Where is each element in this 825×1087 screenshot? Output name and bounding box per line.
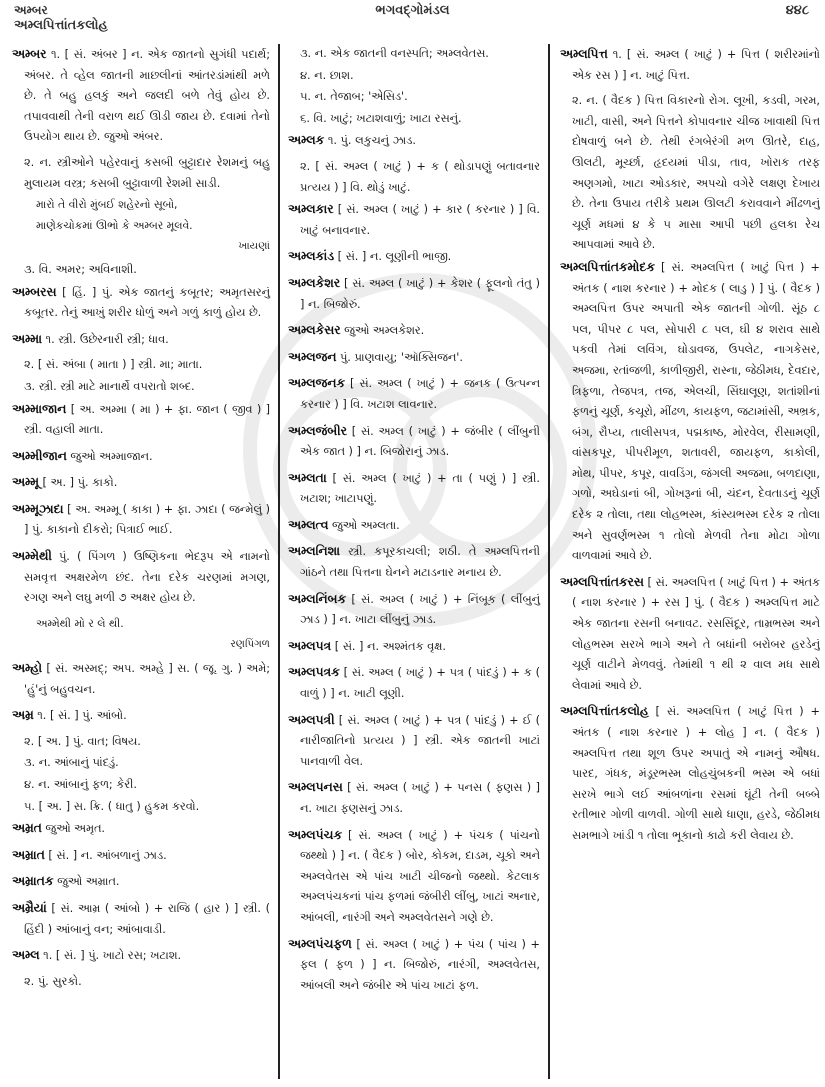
definition-text: [ સં. અમ્લ ( ખાટું ) + પનસ ( ફણસ ) ] ન. ખાટા ફણસનું ઝાડ. [300,781,540,815]
sense-definition: ૪. ન. છાશ. [300,68,354,82]
headword: અમ્ર [12,708,34,723]
dictionary-entry [12,871,270,893]
dictionary-entry [288,589,540,631]
dictionary-entry [560,701,820,846]
sense-definition: ૬. વિ. ખાટું; ખટાશવાળું; ખાટા રસનું. [300,111,462,125]
page-header [0,0,825,40]
dictionary-entry [12,472,270,494]
sense-definition: ૫. ન. તેજાબ; 'એસિડ'. [300,90,408,104]
dictionary-entry [560,572,820,697]
dictionary-columns [12,44,820,1079]
quotation-line: માણેકચોકમાં ઊભો કે અમ્બર મૂલવે. [36,218,193,232]
headword: અમ્લકાર [288,202,334,217]
dictionary-entry [288,130,540,152]
dictionary-entry [12,845,270,867]
dictionary-entry [288,934,540,997]
column-2 [278,44,550,1079]
sense-definition: ૩. ન. એક જાતની વનસ્પતિ; અમ્લવેતસ. [300,47,489,60]
sense-definition: ૫. [ અ. ] સ. ક્રિ. ( ધાતુ ) હુકમ કરવો. [24,799,200,813]
headword: અમ્લપંચફળ [288,936,352,951]
headword: અમ્લપંચક [288,827,343,842]
quotation-line: મારો તે વીરો મુંબઈ શહેરનો સૂબો, [36,198,178,212]
definition-text: ૧. સ્ત્રી. ઉછેરનારી સ્ત્રી; ધાવ. [41,332,169,346]
definition-text: જુઓ અમ્લતા. [328,518,400,532]
definition-text: [ સં. અમ્લ ( ખાટું ) + પત્ર ( પાંદડું ) + ક ( વાળું ) ] ન. ખાટી લૂણી. [300,666,540,701]
headword: અમ્લપિત્તાંતકરસ [560,574,644,589]
dictionary-entry [12,446,270,468]
headword: અમ્લપનસ [288,780,343,795]
dictionary-entry [12,705,270,727]
definition-text: જુઓ અમૃત. [41,822,106,836]
page-number: ૪૪૮ [785,3,809,18]
headword: અમ્મા [12,331,42,346]
guide-word-first: અમ્બર [14,3,48,17]
definition-text: જુઓ અમ્લકેશર. [340,324,425,338]
headword: અમ્લપત્રી [288,712,335,727]
quotation-source: ખાયણાં [238,240,270,253]
headword: અમ્લનિંબક [288,591,347,606]
headword: અમ્બરસ [12,284,57,299]
definition-text: ૧. [ સં. અંબર ] ન. એક જાતનો સુગંધી પદાર્થ; અંબર. તે વ્હેલ જાતની માછલીનાં આંતરડાંમાંથી મળે છે. તે બહુ હલકું અને જલદી બળે તેવું હોય છે. તપાવવાથી તેની વરાળ થઈ ઊડી જાય છે. દવામાં તેનો ઉપયોગ થાય છે. જુઓ અંબર. [24,48,270,144]
dictionary-entry [12,658,270,700]
definition-text: ૧. [ સં. અમ્લ ( ખાટું ) + પિત્ત ( શરીરમાંનો એક રસ ) ] ન. ખાટું પિત્ત. [572,48,820,82]
headword: અમ્મેથી [12,549,52,564]
dictionary-entry [288,468,540,510]
headword: અમ્લપત્ર [288,638,332,653]
sense-definition: ૨. પું. સુરકો. [24,974,82,988]
quotation-line: અમ્મેથી મો ર લે થી. [36,616,124,630]
headword: અમ્બર [12,47,47,61]
definition-text: [ સં. અમ્લપિત્ત ( ખાટું પિત્ત ) + અંતક ( નાશ કરનાર ) + રસ ] પું. ( વૈદક ) અમ્લપિત્ત માટે એક જાતના રસની બનાવટ. રસસિંદૂર, તામ્રભસ્મ અને લોહભસ્મ સરખે ભાગે અને તે બધાંની બરોબર હરડેનું ચૂર્ણ વાટીને મેળવવું. તેમાંથી ૧ થી ૨ વાલ મધ સાથે લેવામાં આવે છે. [572,575,820,692]
sense-definition: ૨. [ સં. અંબા ( માતા ) ] સ્ત્રી. મા; માતા. [24,358,203,372]
dictionary-entry [560,257,820,567]
dictionary-entry [288,515,540,537]
headword: અમ્લ [12,948,40,963]
dictionary-entry [12,945,270,967]
headword: અમ્લપિત્તાંતકલોહ [560,704,649,719]
headword: અમ્લપત્રક [288,665,340,680]
definition-text: ૧. પું. લકુચનું ઝાડ. [324,134,416,148]
definition-text: [ હિં. ] પું. એક જાતનું કબૂતર; અમૃતસરનું કબૂતર. તેનું આખું શરીર ધોળું અને ગળું કાળું હોય છે. [24,285,270,320]
guide-word-last: અમ્લપિત્તાંતકલોહ [14,18,108,33]
definition-text: [ સં. આમ્ર ( આંબો ) + રાજિ ( હાર ) ] સ્ત્રી. ( હિંદી ) આંબાનું વન; આંબાવાડી. [24,901,270,936]
definition-text: [ સં. અમ્લ ( ખાટું ) + નિંબૂક ( લીંબુનું ઝાડ ) ] ન. ખાટા લીંબુનું ઝાડ. [300,592,540,627]
definition-text: જુઓ અમ્રાત. [53,875,120,889]
definition-text: [ સં. અમ્લ ( ખાટું ) + કાર ( કરનાર ) ] વિ. ખાટું બનાવનાર. [300,203,540,237]
definition-text: [ સં. અમ્લપિત્ત ( ખાટું પિત્ત ) + અંતક ( નાશ કરનાર ) + મોદક ( લાડુ ) ] પું. ( વૈદક ) અમ્લપિત્ત ઉપર અપાતી એક જાતની ગોળી. સૂંઠ ૮ પલ, પીપર ૮ પલ, સોપારી ૮ પલ, ઘી ૪ શરાવ સાથે પકવી તેમાં લવિંગ, ઘોડાવજ, ઉપલેટ, નાગકેસર, અજમા, રતાંજળી, કાળીજીરી, રાસ્ના, જેઠીમધ, દેવદાર, ત્રિફળા, તેજપત્ર, તજ, એલચી, સિંઘાલૂણ, શતાંશીનાં ફળનું ચૂર્ણ, કચૂરો, મીંઢળ, કાયફળ, જટામાંસી, અભ્રક, બંગ, રૌપ્ય, તાલીસપત્ર, પદ્મકાષ્ઠ, મોરવેલ, રીસામણી, વાંસકપૂર, પીપરીમૂળ, શતાવરી, જાયફળ, કાકોલી, મોથ, પીપર, કપૂર, વાવડિંગ, જંગલી અજમા, બળદાણા, ગળો, અઘેડાનાં બી, ગોખરૂનાં બી, ચંદન, દેવતાડનું ચૂર્ણ દરેક ૨ તોલા, તથા લોહભસ્મ, કાંસ્યભસ્મ દરેક ૨ તોલા અને સુવર્ણભસ્મ ૧ તોલો મેળવી તેના મોટા ગોળા વાળવામાં આવે છે. [572,260,820,563]
definition-text: સ્ત્રી. કપૂરકાચલી; શઠી. તે અમ્લપિત્તની ગાંઠને તથા પિત્તના ઘેનને મટાડનાર મનાય છે. [300,545,540,580]
page-title: ભગવદ્ગોમંડલ [375,3,450,18]
dictionary-entry [12,44,270,148]
sense-definition: ૩. સ્ત્રી. સ્ત્રી માટે માનાર્થે વપરાતો શબ્દ. [24,379,195,393]
dictionary-entry [288,347,540,369]
definition-text: [ સં. અમ્લ ( ખાટું ) + જંબીર ( લીંબુની એક જાત ) ] ન. બિજોરાનું ઝાડ. [300,424,540,459]
dictionary-entry [288,825,540,929]
headword: અમ્લપિત્તાંતકમોદક [560,259,655,274]
sense-definition: ૨. [ અ. ] પું. વાત; વિષય. [24,734,141,748]
headword: અમ્રત [12,821,42,836]
definition-text: [ સં. અમ્લ ( ખાટું ) + જનક ( ઉત્પન્ન કરનાર ) ] વિ. ખટાશ લાવનાર. [300,377,540,411]
dictionary-entry [12,818,270,840]
dictionary-entry [288,710,540,773]
quotation-source: રણપિંગળ [230,638,270,651]
dictionary-entry [288,636,540,658]
headword: અમ્લજંબીર [288,423,347,438]
dictionary-entry [288,777,540,819]
definition-text: [ સં. ] ન. અશ્મંતક વૃક્ષ. [331,639,446,653]
sense-definition: ૨. ન. સ્ત્રીઓને પહેરવાનું કસબી બુટ્ટાદાર રેશમનું બહુ મુલાયમ વસ્ત્ર; કસબી બુટ્ટાવાળી રેશમી સાડી. [24,155,270,190]
dictionary-entry [288,541,540,583]
definition-text: [ સં. અસ્મદ્; અપ. અમ્હે ] સ. ( જૂ. ગુ. ) અમે; 'હું'નું બહુવચન. [24,662,270,696]
sense-definition: ૩. વિ. અમર; અવિનાશી. [24,262,137,276]
definition-text: [ સં. અમ્લ ( ખાટું ) + પંચક ( પાંચનો જથ્થો ) ] ન. ( વૈદક ) બોર, કોકમ, દાડમ, ચૂકો અને અમ્લવેતસ એ પાંચ ખાટી ચીજનો જથ્થો. કેટલાક અમ્લપંચકનાં પાંચ ફળમાં જંબીરી લીંબુ, ખાટાં અનાર, આંબલી, નારંગી અને અમ્લવેતસને ગણે છે. [300,828,540,924]
headword: અમ્લપિત્ત [560,47,608,61]
dictionary-entry [288,273,540,315]
definition-text: [ સં. અમ્લ ( ખાટું ) + કેશર ( ફૂલનો તંતુ ) ] ન. બિજોરું. [300,276,540,311]
definition-text: [ સં. ] ન. લૂણીની ભાજી. [334,250,452,264]
definition-text: [ સં. અમ્લ ( ખાટું ) + પત્ર ( પાંદડું ) + ઈ ( નારીજાતિનો પ્રત્યય ) ] સ્ત્રી. એક જાતની ખાટાં પાનવાળી વેલ. [300,713,540,768]
headword: અમ્લજનક [288,376,346,391]
dictionary-entry [560,44,820,86]
headword: અમ્લનિશા [288,544,340,559]
headword: અમ્માજાન [12,401,67,416]
headword: અમ્લકેસર [288,323,341,338]
dictionary-entry [288,373,540,415]
dictionary-entry [12,329,270,351]
headword: અમ્મૂઝાદા [12,501,64,516]
dictionary-entry [12,546,270,609]
definition-text: [ અ. અમ્મૂ ( કાકા ) + ફા. ઝાદા ( જન્મેલું ) ] પું. કાકાનો દીકરો; પિત્રાઈ ભાઈ. [24,502,270,537]
dictionary-entry [12,282,270,324]
dictionary-entry [12,898,270,940]
headword: અમ્રાતક [12,874,54,889]
definition-text: [ સં. ] ન. આંબળાનું ઝાડ. [44,848,167,862]
headword: અમ્હો [12,661,43,676]
sense-definition: ૨. [ સં. અમ્લ ( ખાટું ) + ક ( થોડાપણું બતાવનાર પ્રત્યય ) ] વિ. થોડું ખાટું. [300,159,540,194]
dictionary-entry [288,421,540,463]
definition-text: પું. ( પિંગળ ) ઉષ્ણિકના ભેદરૂપ એ નામનો સમવૃત્ત અક્ષરમેળ છંદ. તેના દરેક ચરણમાં મગણ, રગણ અને લઘુ મળી ૭ અક્ષર હોય છે. [24,550,270,605]
definition-text: [ અ. અમ્મા ( મા ) + ફા. જાન ( જીવ ) ] સ્ત્રી. વહાલી માતા. [24,402,270,437]
definition-text: [ સં. અમ્લ ( ખાટું ) + પંચ ( પાંચ ) + ફલ ( ફળ ) ] ન. બિજોરું, નારંગી, અમ્લવેતસ, આંબલી અને જંબીર એ પાંચ ખાટાં ફળ. [300,937,540,992]
dictionary-entry [288,246,540,268]
column-1 [12,44,278,1079]
dictionary-entry [288,662,540,704]
headword: અમ્મીજાન [12,448,67,463]
definition-text: પું. પ્રાણવાયુ; 'ઑક્સિજન'. [336,350,463,364]
sense-definition: ૩. ન. આંબાનું પાંદડું. [24,756,119,770]
headword: અમ્મૂ [12,475,39,490]
definition-text: [ સં. અમ્લપિત્ત ( ખાટું પિત્ત ) + અંતક ( નાશ કરનાર ) + લોહ ] ન. ( વૈદક ) અમ્લપિત્ત તથા શૂળ ઉપર અપાતું એ નામનું ઔષધ. પારદ, ગંધક, મંડૂરભસ્મ લોહચુંબકની ભસ્મ એ બધાં સરખે ભાગે લઈ આંબળાંના રસમાં ઘૂંટી તેની બબ્બે રતીભાર ગોળી વાળવી. ગોળી સાથે ધાણા, હરડે, જેઠીમધ સમભાગે ખાંડી ૧ તોલા ભૂકાનો કાઢો કરી લેવાય છે. [572,705,820,842]
sense-definition: ૨. ન. ( વૈદક ) પિત્ત વિકારનો રોગ. લૂખી, કડવી, ગરમ, ખાટી, વાસી, અને પિત્તને કોપાવનાર ચીજ ખાવાથી પિત્ત દોષવાળું બને છે. તેથી રંગબેરંગી મળ ઊતરે, દાહ, ઊલટી, મૂર્ચ્છા, હૃદયમાં પીડા, તાવ, ખોરાક તરફ અણગમો, ખાટા ઓડકાર, અપચો વગેરે લક્ષણ દેખાય છે. તેના ઉપાય તરીકે પ્રથમ ઊલટી કરાવવાને મીંઢળનું ચૂર્ણ મધમાં ૪ કે ૫ માસા આપી પછી હલકા રેચ આપવામાં આવે છે. [572,94,820,252]
headword: અમ્રૈયાં [12,900,47,915]
headword: અમ્લકાંડ [288,249,335,264]
definition-text: ૧. [ સં. ] પું. આંબો. [33,709,127,723]
definition-text: [ અ. ] પું. કાકો. [38,476,118,490]
definition-text: ૧. [ સં. ] પું. ખાટો રસ; ખટાશ. [39,949,182,963]
headword: અમ્રાત [12,847,45,862]
dictionary-entry [12,499,270,541]
sense-definition: ૪. ન. આંબાનું ફળ; કેરી. [24,778,137,791]
definition-text: [ સં. અમ્લ ( ખાટું ) + તા ( પણું ) ] સ્ત્રી. ખટાશ; ખાટાપણું. [300,471,540,506]
headword: અમ્લતા [288,470,327,485]
headword: અમ્લકેશર [288,275,341,290]
headword: અમ્લજન [288,349,337,364]
dictionary-entry [288,199,540,241]
headword: અમ્લક [288,133,325,148]
headword: અમ્લત્વ [288,517,329,532]
dictionary-entry [288,320,540,342]
dictionary-entry [12,399,270,441]
definition-text: જુઓ અમ્માજાન. [66,449,153,463]
column-3 [550,44,820,1079]
